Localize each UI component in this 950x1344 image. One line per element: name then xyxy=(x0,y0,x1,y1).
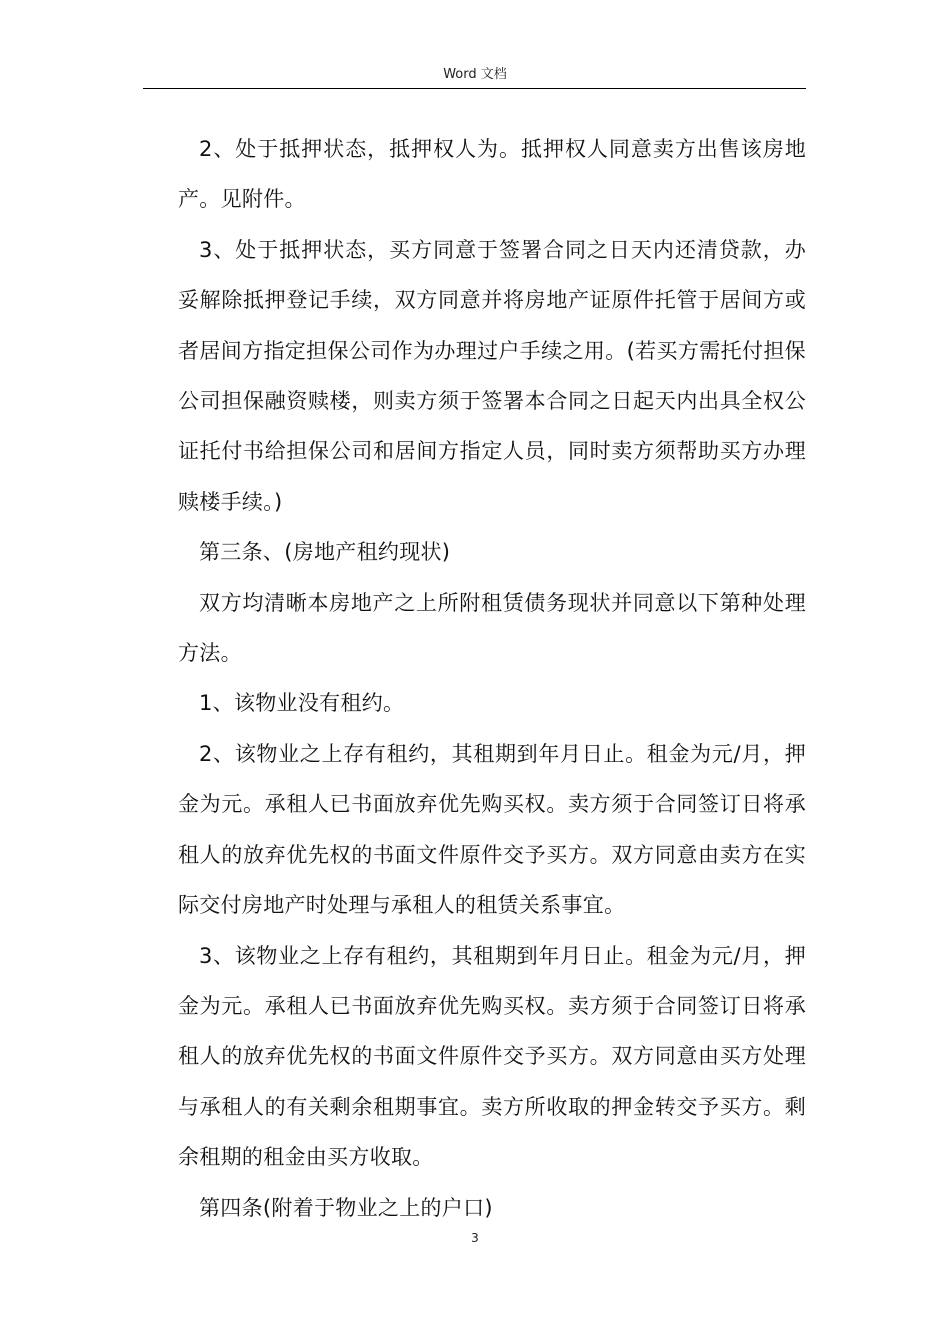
article-3-heading: 第三条、(房地产租约现状) xyxy=(199,540,451,565)
paragraph-lease-status-intro: 双方均清晰本房地产之上所附租赁债务现状并同意以下第种处理方法。 xyxy=(178,590,806,666)
paragraph-no-lease: 1、该物业没有租约。 xyxy=(199,691,405,716)
paragraph-lease-option-buyer: 3、该物业之上存有租约，其租期到年月日止。租金为元/月，押金为元。承租人已书面放弃优先购买权。卖方须于合同签订日将承租人的放弃优先权的书面文件原件交予买方。双方同意由买方处理与承租人的有关剩余租期事宜。卖方所收取的押金转交予买方。剩余租期的租金由买方收取。 xyxy=(178,943,806,1170)
paragraph-lease-option-seller: 2、该物业之上存有租约，其租期到年月日止。租金为元/月，押金为元。承租人已书面放弃优先购买权。卖方须于合同签订日将承租人的放弃优先权的书面文件原件交予买方。双方同意由卖方在实际交付房地产时处理与承租人的租赁关系事宜。 xyxy=(178,741,806,918)
paragraph-mortgage-consent: 2、处于抵押状态，抵押权人为。抵押权人同意卖方出售该房地产。见附件。 xyxy=(178,137,806,212)
document-header-title: Word 文档 xyxy=(443,67,507,82)
article-4-heading: 第四条(附着于物业之上的户口) xyxy=(199,1195,493,1220)
document-body xyxy=(178,124,806,1233)
page-number: 3 xyxy=(471,1231,479,1245)
header-divider xyxy=(143,88,806,89)
paragraph-mortgage-release: 3、处于抵押状态，买方同意于签署合同之日天内还清贷款，办妥解除抵押登记手续，双方同意并将房地产证原件托管于居间方或者居间方指定担保公司作为办理过户手续之用。(若买方需托付担保公司担保融资赎楼，则卖方须于签署本合同之日起天内出具全权公证托付书给担保公司和居间方指定人员，同时卖方须帮助买方办理赎楼手续。) xyxy=(178,237,806,514)
